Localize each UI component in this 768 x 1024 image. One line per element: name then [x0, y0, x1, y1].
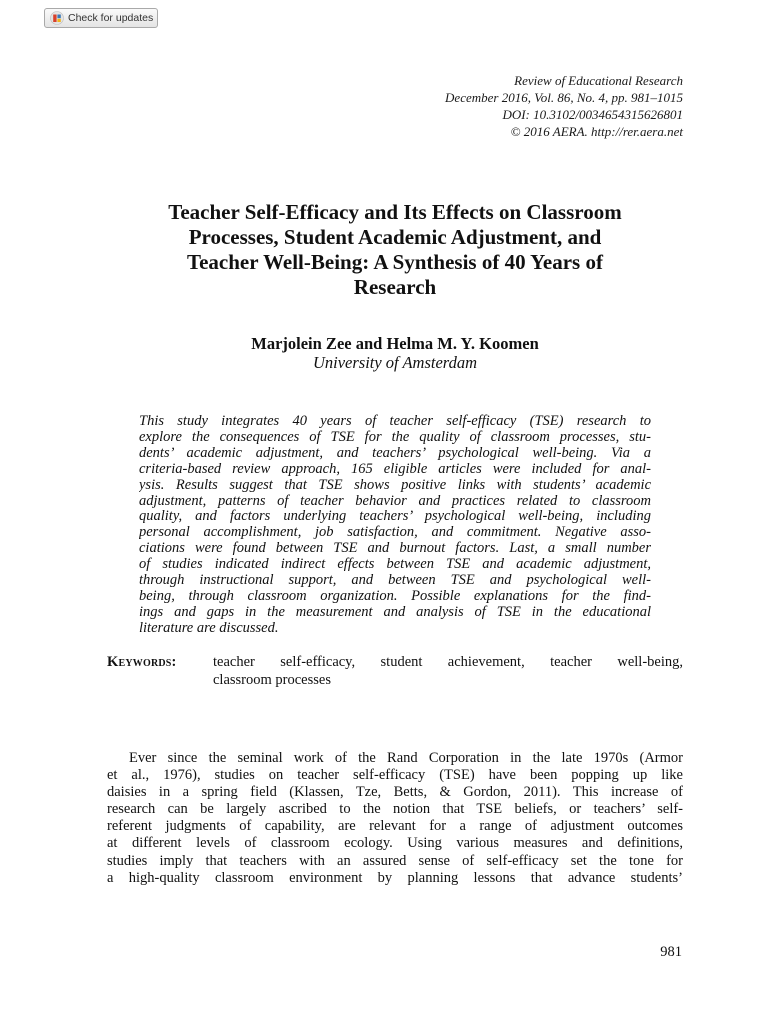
keywords-label: Keywords:	[107, 654, 177, 670]
abstract	[139, 414, 651, 637]
abstract-line: dents’ academic adjustment, and teachers’ psychological well-being. Via a	[139, 445, 651, 461]
crossmark-icon	[50, 11, 64, 25]
journal-copyright: © 2016 AERA. http://rer.aera.net	[510, 124, 683, 139]
journal-doi: DOI: 10.3102/0034654315626801	[502, 107, 683, 122]
body-text	[107, 750, 683, 887]
abstract-line: This study integrates 40 years of teacher self-efficacy (TSE) research to	[139, 414, 651, 429]
abstract-line: criteria-based review approach, 165 eligible articles were included for anal-	[139, 461, 651, 477]
abstract-line: ysis. Results suggest that TSE shows positive links with students’ academic	[139, 477, 651, 493]
journal-issue: December 2016, Vol. 86, No. 4, pp. 981–1015	[445, 90, 683, 105]
article-title	[95, 200, 695, 300]
body-line: Ever since the seminal work of the Rand Corporation in the late 1970s (Armor	[129, 750, 683, 766]
abstract-line: of studies indicated indirect effects between TSE and academic adjustment,	[139, 557, 651, 573]
abstract-line: through instructional support, and between TSE and psychological well-	[139, 573, 651, 589]
keywords-list	[213, 653, 683, 689]
affiliation: University of Amsterdam	[312, 353, 478, 372]
authors: Marjolein Zee and Helma M. Y. Koomen	[251, 334, 539, 353]
page-number: 981	[660, 944, 682, 960]
body-line: a high-quality classroom environment by planning lessons that advance students’	[107, 869, 683, 886]
title-line: Research	[353, 275, 437, 299]
abstract-line: quality, and factors underlying teachers’ psychological well-being, including	[139, 509, 651, 525]
journal-citation	[445, 72, 683, 140]
abstract-line: ciations were found between TSE and burnout factors. Last, a small number	[139, 541, 651, 557]
abstract-line: literature are discussed.	[139, 620, 279, 636]
abstract-line: adjustment, patterns of teacher behavior and practices related to classroom	[139, 493, 651, 509]
title-line: Teacher Well-Being: A Synthesis of 40 Years of	[187, 250, 603, 274]
check-for-updates-label: Check for updates	[68, 12, 154, 24]
abstract-line: explore the consequences of TSE for the quality of classroom processes, stu-	[139, 429, 651, 445]
body-line: studies imply that teachers with an assured sense of self-efficacy set the tone for	[107, 852, 683, 869]
abstract-line: ings and gaps in the measurement and analysis of TSE in the educational	[139, 604, 651, 620]
body-line: at different levels of classroom ecology. Using various measures and definitions,	[107, 835, 683, 852]
keywords-line: teacher self-efficacy, student achievement, teacher well-being,	[213, 654, 683, 670]
check-for-updates-button[interactable]	[44, 8, 158, 28]
title-line: Teacher Self-Efficacy and Its Effects on Classroom	[168, 200, 622, 224]
body-line: et al., 1976), studies on teacher self-efficacy (TSE) have been popping up like	[107, 767, 683, 784]
body-line: research can be largely ascribed to the notion that TSE beliefs, or teachers’ self-	[107, 801, 683, 818]
keywords-line: classroom processes	[213, 672, 331, 688]
abstract-line: being, through classroom organization. Possible explanations for the find-	[139, 588, 651, 604]
abstract-line: personal accomplishment, job satisfaction, and commitment. Negative asso-	[139, 525, 651, 541]
body-line: referent judgments of capability, are relevant for a range of adjustment outcomes	[107, 818, 683, 835]
journal-name: Review of Educational Research	[514, 73, 683, 88]
title-line: Processes, Student Academic Adjustment, and	[188, 225, 602, 249]
body-line: daisies in a spring field (Klassen, Tze, Betts, & Gordon, 2011). This increase of	[107, 784, 683, 801]
